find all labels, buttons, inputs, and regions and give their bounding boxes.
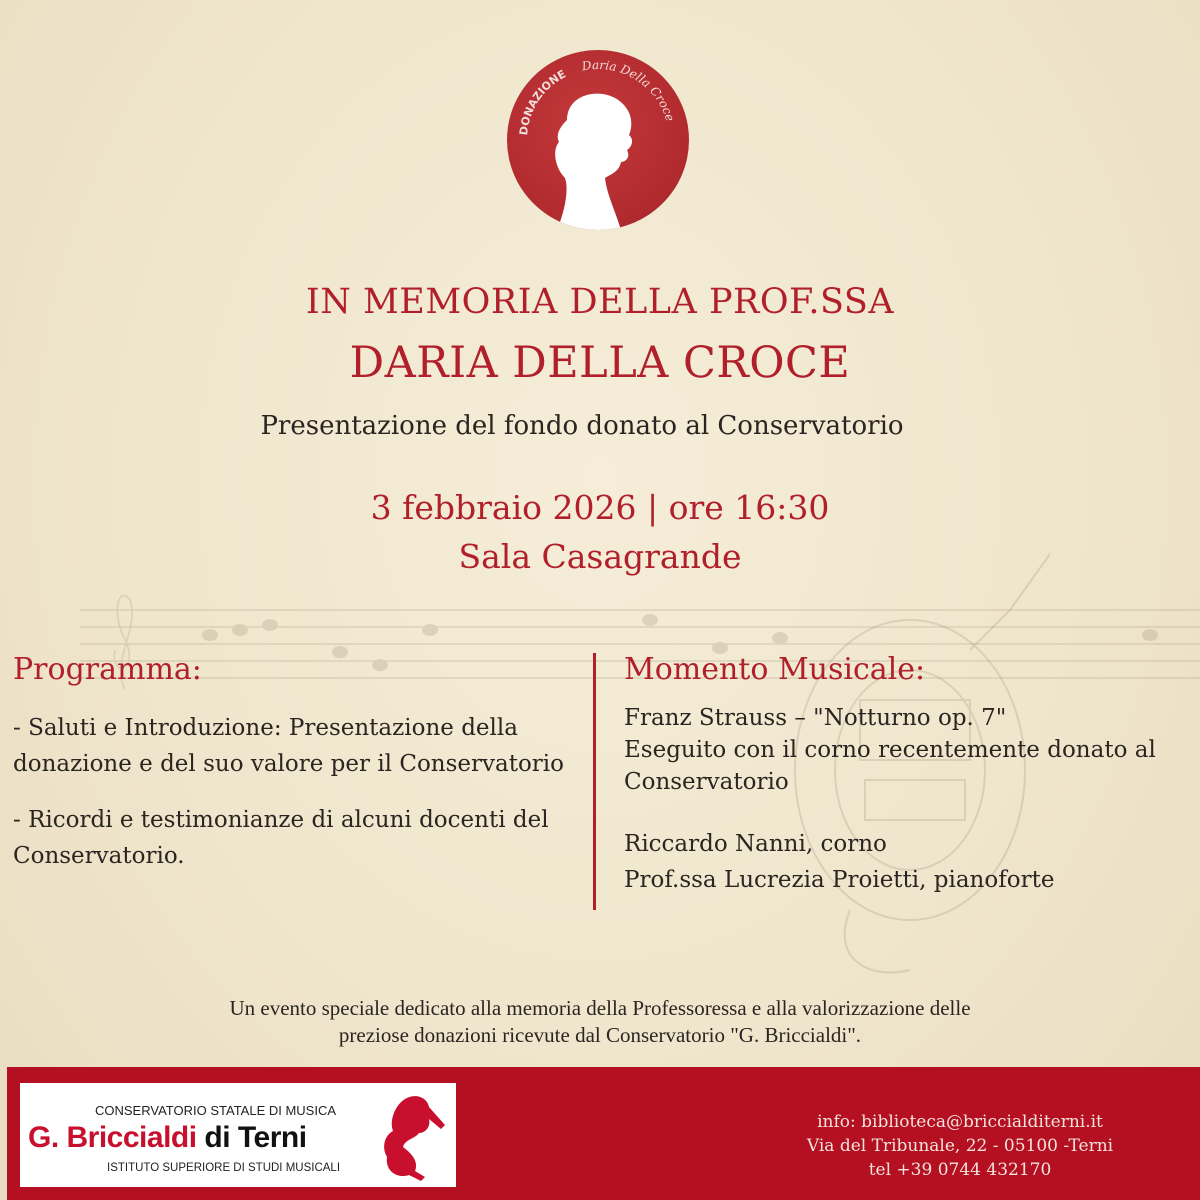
column-divider xyxy=(593,653,596,910)
faun-playing-flute-icon xyxy=(375,1091,450,1183)
piece-description: Eseguito con il corno recentemente donato al Conservatorio xyxy=(624,737,1156,795)
event-venue: Sala Casagrande xyxy=(458,537,742,576)
memorial-heading: IN MEMORIA DELLA PROF.SSA xyxy=(305,282,895,322)
performer: Prof.ssa Lucrezia Proietti, pianoforte xyxy=(624,867,1055,893)
footer-note-line: preziose donazioni ricevute dal Conservatorio "G. Briccialdi". xyxy=(338,1023,862,1047)
contact-info xyxy=(760,1110,1160,1182)
momento-musicale-title: Momento Musicale: xyxy=(624,652,926,687)
woman-silhouette-icon xyxy=(507,50,689,230)
event-date-time: 3 febbraio 2026 | ore 16:30 xyxy=(370,488,830,527)
contact-address: Via del Tribunale, 22 - 05100 -Terni xyxy=(806,1136,1114,1156)
contact-email: info: biblioteca@briccialditerni.it xyxy=(817,1112,1103,1132)
musical-piece: Franz Strauss – "Notturno op. 7" xyxy=(624,705,1007,731)
programma-item: - Saluti e Introduzione: Presentazione della donazione e del suo valore per il Conservatorio xyxy=(13,715,565,777)
institution-name-red: G. Briccialdi xyxy=(28,1121,197,1154)
programma-item: - Ricordi e testimonianze di alcuni docenti del Conservatorio. xyxy=(13,807,549,869)
event-subtitle: Presentazione del fondo donato al Conservatorio xyxy=(260,411,904,441)
institution-name xyxy=(28,1121,307,1155)
institution-name-black: di Terni xyxy=(204,1121,307,1154)
institution-bottom-line: ISTITUTO SUPERIORE DI STUDI MUSICALI xyxy=(107,1162,341,1174)
performer: Riccardo Nanni, corno xyxy=(624,831,887,857)
svg-text:Daria Della Croce: Daria Della Croce xyxy=(580,57,678,123)
footer-note-line: Un evento speciale dedicato alla memoria della Professoressa e alla valorizzazione delle xyxy=(229,996,971,1020)
honoree-name: DARIA DELLA CROCE xyxy=(349,338,851,388)
footer-note xyxy=(0,995,1200,1049)
programma-title: Programma: xyxy=(13,652,202,687)
donation-logo xyxy=(507,50,689,230)
institution-logo xyxy=(20,1083,456,1187)
contact-phone: tel +39 0744 432170 xyxy=(868,1160,1052,1180)
institution-top-line: CONSERVATORIO STATALE DI MUSICA xyxy=(95,1103,337,1118)
svg-text:DONAZIONE: DONAZIONE xyxy=(517,67,569,136)
